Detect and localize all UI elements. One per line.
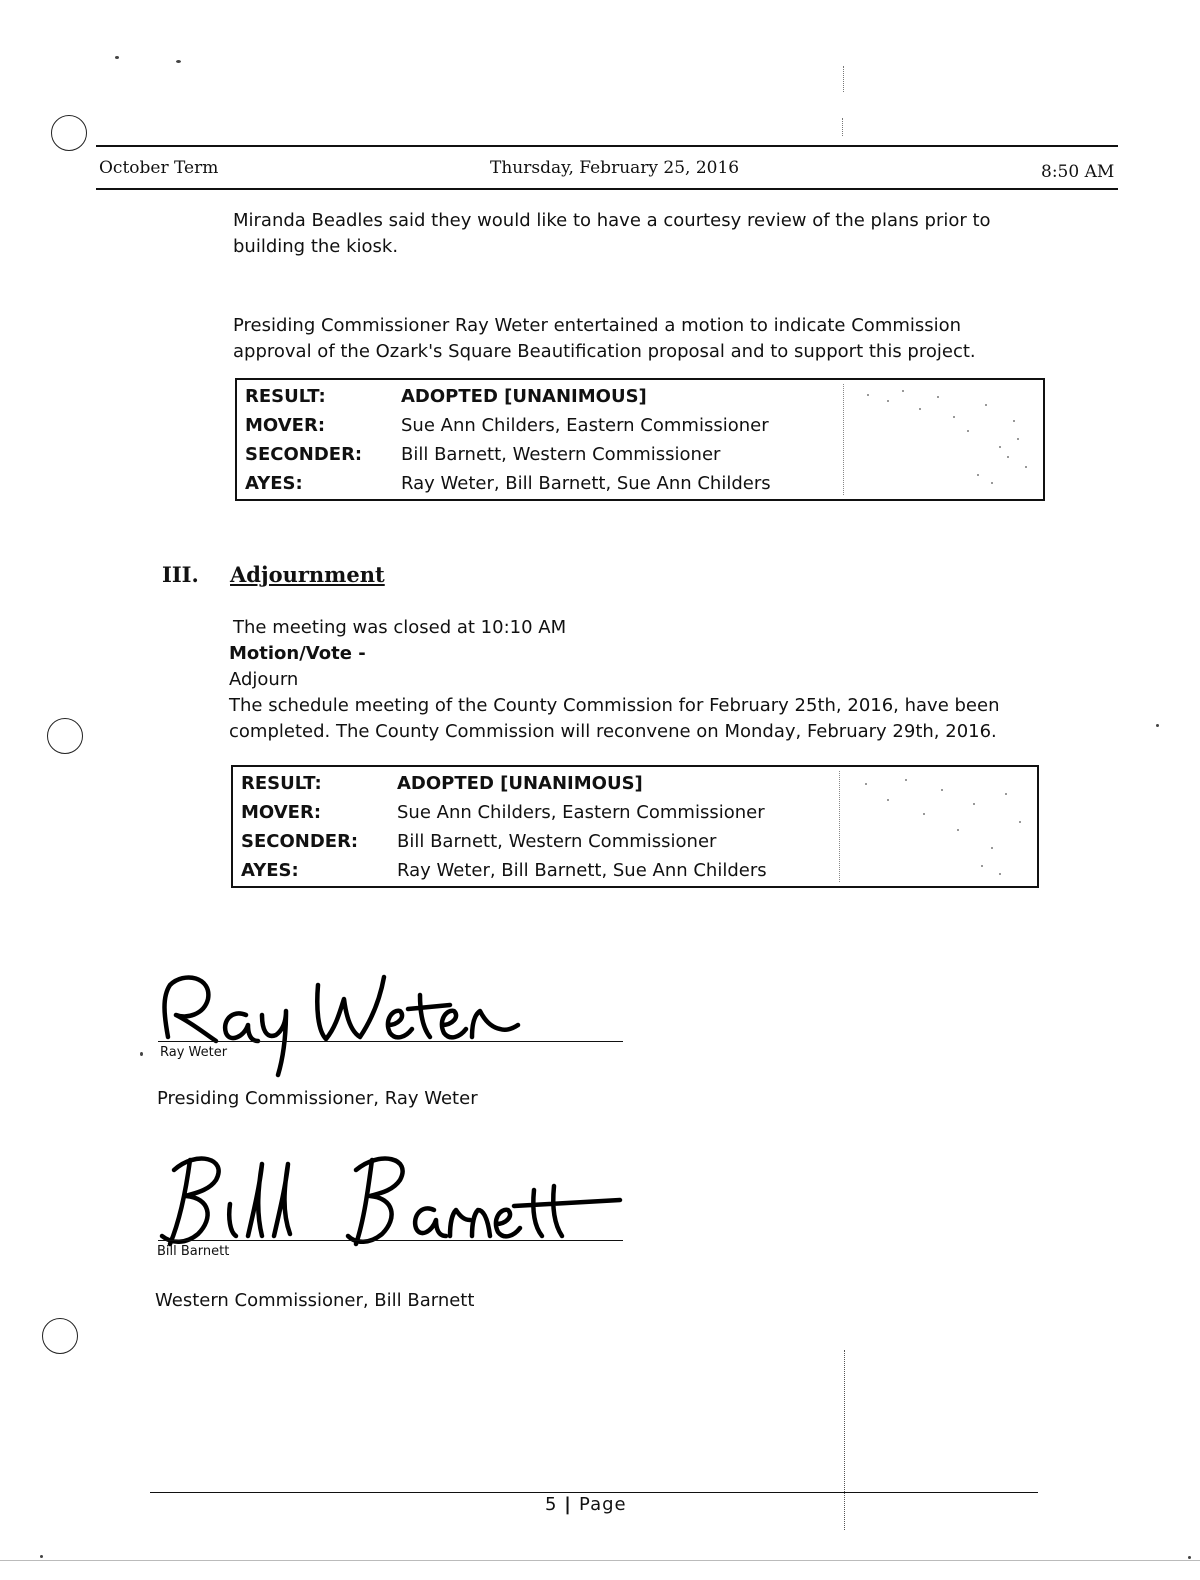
vote-label: RESULT:	[245, 386, 326, 407]
signature-line	[158, 1240, 623, 1241]
vote-label: AYES:	[241, 860, 299, 881]
signature-caption: Western Commissioner, Bill Barnett	[155, 1290, 475, 1311]
motion-line: approval of the Ozark's Square Beautification proposal and to support this project.	[233, 341, 976, 362]
signature-name-small: Bill Barnett	[157, 1244, 230, 1259]
intro-line: building the kiosk.	[233, 236, 399, 257]
motion-vote-label: Motion/Vote -	[229, 643, 366, 664]
vote-label: MOVER:	[245, 415, 326, 436]
vote-label: SECONDER:	[241, 831, 359, 852]
page-separator: |	[564, 1494, 580, 1515]
signature-line	[158, 1041, 623, 1042]
header-term: October Term	[99, 158, 219, 178]
scan-mark-vertical	[844, 1350, 846, 1530]
bottom-edge-line	[0, 1560, 1200, 1561]
scan-noise	[857, 386, 1037, 494]
intro-line: Miranda Beadles said they would like to have a courtesy review of the plans prior to	[233, 210, 991, 231]
signature-ray-weter	[150, 955, 540, 1085]
scan-mark-vertical	[842, 118, 844, 136]
intro-paragraph	[233, 208, 991, 260]
section-title: Adjournment	[230, 562, 385, 587]
header-time: 8:50 AM	[1041, 162, 1115, 182]
header-rule-bottom	[96, 188, 1118, 190]
scan-speck	[176, 60, 181, 63]
adjourn-text: Adjourn	[229, 669, 299, 690]
footer-rule	[150, 1492, 1038, 1493]
vote-label: RESULT:	[241, 773, 322, 794]
header-rule-top	[96, 145, 1118, 147]
header-date: Thursday, February 25, 2016	[490, 158, 740, 178]
schedule-line: The schedule meeting of the County Commission for February 25th, 2016, have been	[229, 695, 1000, 716]
motion-paragraph	[233, 313, 976, 365]
scan-speck	[40, 1555, 43, 1558]
vote-result-value: ADOPTED [UNANIMOUS]	[397, 773, 643, 794]
vote-result-box	[231, 765, 1039, 888]
vote-label: MOVER:	[241, 802, 322, 823]
signature-caption: Presiding Commissioner, Ray Weter	[157, 1088, 478, 1109]
vote-label: AYES:	[245, 473, 303, 494]
vote-result-box	[235, 378, 1045, 501]
schedule-line: completed. The County Commission will reconvene on Monday, February 29th, 2016.	[229, 721, 997, 742]
vote-seconder-value: Bill Barnett, Western Commissioner	[397, 831, 717, 852]
motion-line: Presiding Commissioner Ray Weter entertained a motion to indicate Commission	[233, 315, 962, 336]
section-number: III.	[162, 562, 199, 587]
scan-speck	[1188, 1556, 1191, 1559]
signature-name-small: Ray Weter	[160, 1045, 228, 1060]
vote-label: SECONDER:	[245, 444, 363, 465]
punch-hole-top	[51, 115, 87, 151]
page-label: Page	[579, 1494, 627, 1515]
vote-mover-value: Sue Ann Childers, Eastern Commissioner	[397, 802, 765, 823]
scan-speck	[115, 56, 119, 59]
vote-mover-value: Sue Ann Childers, Eastern Commissioner	[401, 415, 769, 436]
scan-noise	[853, 773, 1033, 881]
punch-hole-middle	[47, 718, 83, 754]
adjournment-block	[229, 615, 999, 745]
page-number-value: 5	[545, 1494, 558, 1515]
vote-result-value: ADOPTED [UNANIMOUS]	[401, 386, 647, 407]
scan-speck	[140, 1052, 143, 1056]
vote-ayes-value: Ray Weter, Bill Barnett, Sue Ann Childers	[397, 860, 767, 881]
page-number	[545, 1494, 627, 1515]
meeting-closed-text: The meeting was closed at 10:10 AM	[233, 617, 567, 638]
vote-seconder-value: Bill Barnett, Western Commissioner	[401, 444, 721, 465]
scan-mark-vertical	[843, 66, 845, 92]
punch-hole-bottom	[42, 1318, 78, 1354]
vote-ayes-value: Ray Weter, Bill Barnett, Sue Ann Childers	[401, 473, 771, 494]
scan-speck	[1156, 724, 1159, 727]
